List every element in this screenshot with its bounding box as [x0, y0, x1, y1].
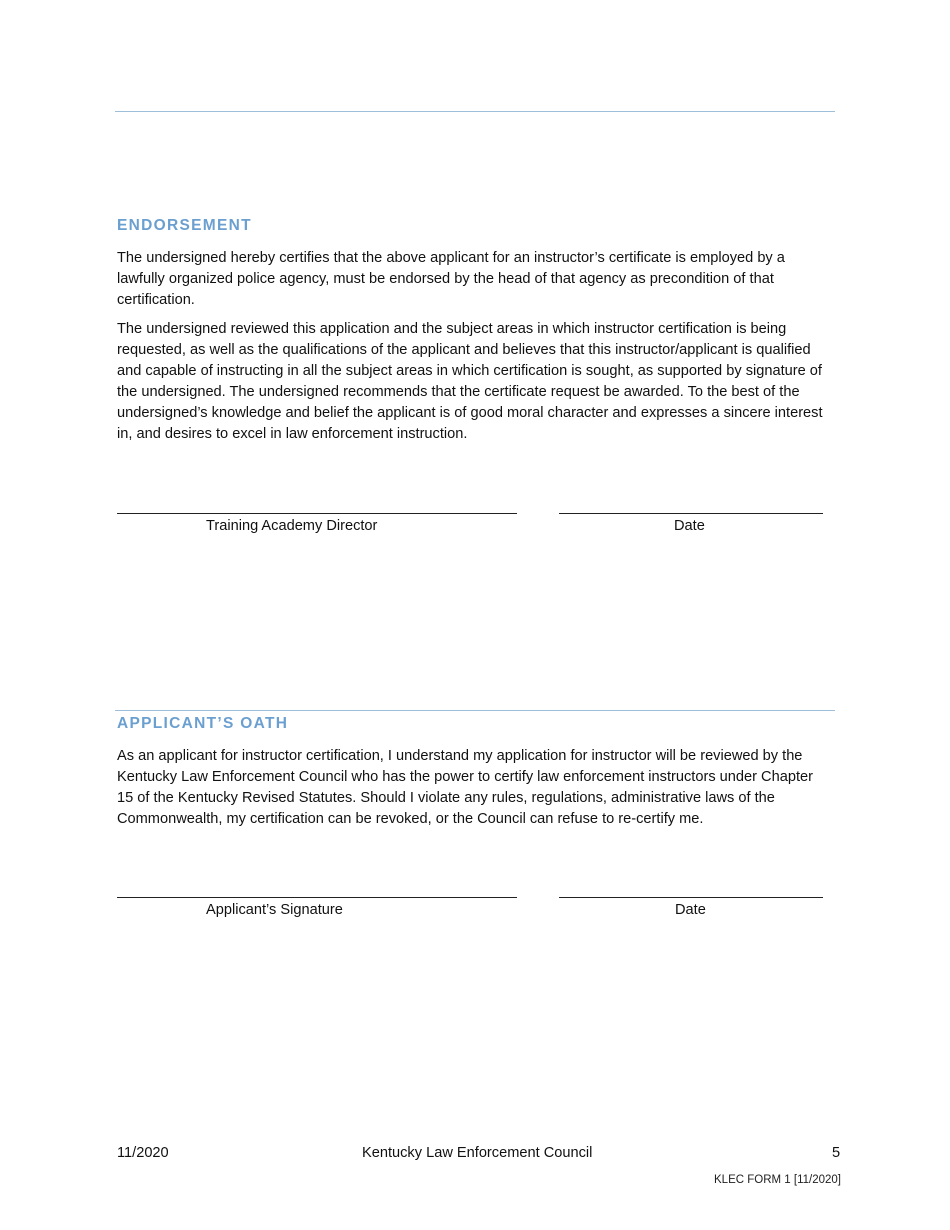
- applicant-date-label: Date: [675, 902, 706, 918]
- endorsement-paragraph-2: The undersigned reviewed this application and the subject areas in which instructor certification is being requested, as well as the qualifications of the applicant and believes that this instructor/applicant is qualified and capable of instructing in all the subject areas in which certification is sought, as supported by signature of the undersigned. The undersigned recommends that the certificate request be awarded. To the best of the undersigned’s knowledge and belief the applicant is of good moral character and expresses a sincere interest in, and desires to excel in law enforcement instruction.: [117, 321, 823, 442]
- director-signature-label: Training Academy Director: [206, 518, 378, 534]
- applicant-date-line[interactable]: [559, 897, 823, 898]
- director-date-label: Date: [674, 518, 705, 534]
- footer-date: 11/2020: [117, 1145, 169, 1161]
- director-signature-line[interactable]: [117, 513, 517, 514]
- oath-paragraph: As an applicant for instructor certification, I understand my application for instructor will be reviewed by the Kentucky Law Enforcement Council who has the power to certify law enforcement instructors under Chapter 15 of the Kentucky Revised Statutes. Should I violate any rules, regulations, administrative laws of the Commonwealth, my certification can be revoked, or the Council can refuse to re-certify me.: [117, 748, 813, 827]
- footer-form-id: KLEC FORM 1 [11/2020]: [714, 1174, 841, 1186]
- top-divider: [115, 111, 835, 112]
- footer-page-number: 5: [832, 1145, 841, 1161]
- footer-organization: Kentucky Law Enforcement Council: [362, 1145, 593, 1161]
- applicant-signature-label: Applicant’s Signature: [206, 902, 343, 918]
- director-date-line[interactable]: [559, 513, 823, 514]
- applicant-signature-line[interactable]: [117, 897, 517, 898]
- oath-heading: APPLICANT’S OATH: [117, 715, 289, 732]
- oath-divider: [115, 710, 835, 711]
- endorsement-paragraph-1: The undersigned hereby certifies that the above applicant for an instructor’s certificate is employed by a lawfully organized police agency, must be endorsed by the head of that agency as precondition of that certification.: [117, 250, 785, 308]
- endorsement-heading: ENDORSEMENT: [117, 217, 252, 234]
